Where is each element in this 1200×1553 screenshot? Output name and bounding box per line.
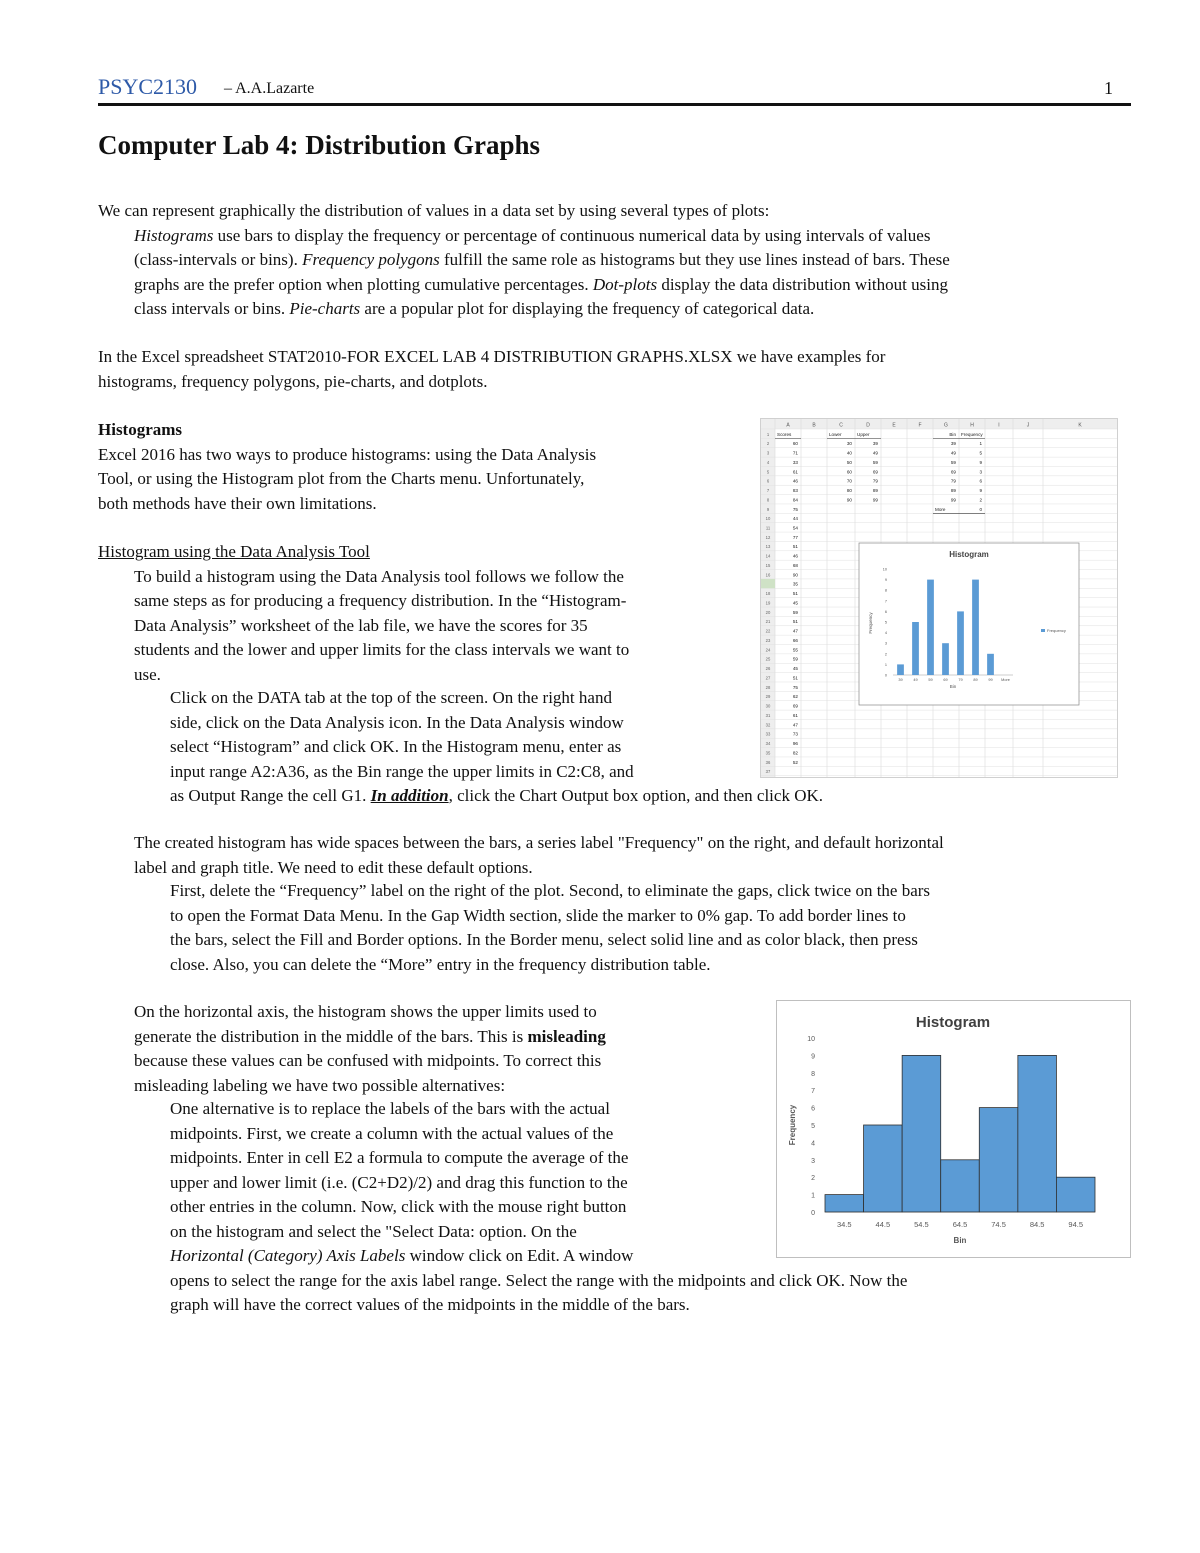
sheet-upper-cell: 59	[872, 459, 878, 465]
sheet-bin-cell: 39	[950, 441, 956, 447]
sheet-score-cell: 51	[792, 591, 798, 597]
embedded-chart-y-tick: 1	[884, 662, 887, 667]
alt-line-8: opens to select the range for the axis label range. Select the range with the midpoints and click OK. Now the	[170, 1270, 908, 1290]
created-step-4: close. Also, you can delete the “More” entry in the frequency distribution table.	[170, 954, 711, 974]
sheet-upper-cell: 39	[872, 441, 878, 447]
sheet-score-cell: 75	[792, 506, 798, 512]
sheet-frequency-cell: 1	[979, 441, 982, 447]
embedded-chart-x-label: Bin	[949, 684, 957, 689]
chart-y-tick-label: 8	[811, 1070, 815, 1078]
sheet-row-number: 27	[765, 675, 771, 681]
author-name: – A.A.Lazarte	[224, 80, 315, 97]
chart-x-tick-label: 64.5	[952, 1220, 968, 1229]
sheet-lower-cell: 40	[846, 450, 852, 456]
data-analysis-p2-line-1: Click on the DATA tab at the top of the screen. On the right hand	[170, 688, 612, 707]
horizontal-line-1: On the horizontal axis, the histogram shows the upper limits used to	[134, 1002, 597, 1021]
sheet-score-cell: 69	[792, 703, 798, 709]
sheet-bin-cell: 59	[950, 459, 956, 465]
sheet-row-number: 37	[765, 769, 771, 775]
sheet-column-letter: E	[892, 422, 896, 429]
sheet-row-number: 10	[765, 516, 771, 522]
intro-line-1: Histograms use bars to display the frequency or percentage of continuous numerical data by using intervals of values	[134, 225, 931, 245]
sheet-upper-cell: 69	[872, 469, 878, 475]
embedded-chart-x-tick: 99	[988, 678, 993, 682]
horizontal-line-2: generate the distribution in the middle of the bars. This is misleading	[134, 1026, 606, 1046]
data-analysis-heading: Histogram using the Data Analysis Tool	[98, 542, 370, 561]
chart-bar	[902, 1055, 941, 1212]
sheet-header-frequency: Frequency	[961, 431, 983, 437]
sheet-score-cell: 75	[792, 684, 798, 690]
chart-y-tick-label: 0	[811, 1210, 815, 1217]
sheet-lower-cell: 80	[846, 488, 852, 494]
intro-line-2: (class-intervals or bins). Frequency polygons fulfill the same role as histograms but they use lines instead of bars. These	[134, 250, 950, 269]
sheet-score-cell: 59	[792, 609, 798, 615]
sheet-column-letter: I	[998, 422, 1000, 429]
sheet-lower-cell: 30	[846, 441, 852, 447]
sheet-score-cell: 59	[792, 656, 798, 662]
sheet-row-number: 34	[765, 741, 771, 747]
chart-y-tick-label: 10	[807, 1036, 815, 1043]
sheet-score-cell: 47	[792, 722, 798, 728]
sheet-score-cell: 61	[792, 469, 798, 475]
chart-bar	[1018, 1055, 1057, 1212]
sheet-frequency-cell: 5	[979, 450, 982, 456]
embedded-chart-y-tick: 3	[884, 641, 887, 646]
data-analysis-p2-line-4: input range A2:A36, as the Bin range the upper limits in C2:C8, and	[170, 761, 634, 781]
sheet-bin-cell: 49	[950, 450, 956, 456]
data-analysis-p2-line-2: side, click on the Data Analysis icon. In the Data Analysis window	[170, 712, 624, 732]
chart-title: Histogram	[915, 1014, 991, 1031]
intro-line-3: graphs are the prefer option when plotting cumulative percentages. Dot-plots display the data distribution without using	[134, 274, 948, 294]
sheet-score-cell: 33	[792, 459, 798, 465]
data-analysis-p1-line-2: same steps as for producing a frequency distribution. In the “Histogram-	[134, 591, 627, 610]
sheet-frequency-cell: 9	[979, 488, 982, 494]
sheet-row-number: 25	[765, 656, 771, 662]
sheet-row-number: 16	[765, 572, 771, 578]
chart-bar	[825, 1195, 864, 1212]
histograms-line-2: Tool, or using the Histogram plot from the Charts menu. Unfortunately,	[98, 469, 585, 488]
sheet-row-number: 28	[765, 684, 771, 690]
embedded-chart-title: Histogram	[949, 550, 989, 559]
sheet-column-letter: G	[944, 422, 948, 429]
sheet-row-number: 19	[765, 600, 771, 606]
sheet-lower-cell: 60	[846, 469, 852, 475]
sheet-row-number: 8	[766, 497, 770, 503]
sheet-row-number: 23	[765, 637, 771, 643]
sheet-row-number: 15	[765, 562, 771, 568]
sheet-lower-cell: 90	[846, 497, 852, 503]
sheet-column-letter: F	[918, 422, 922, 429]
sheet-row-number: 2	[766, 441, 770, 447]
page-title: Computer Lab 4: Distribution Graphs	[98, 130, 541, 160]
sheet-score-cell: 54	[792, 525, 798, 531]
page-number: 1	[1104, 78, 1113, 98]
alt-line-5: other entries in the column. Now, click with the mouse right button	[170, 1197, 627, 1216]
sheet-score-cell: 52	[792, 759, 798, 765]
embedded-chart-x-tick: More	[1001, 678, 1010, 682]
sheet-bin-cell: 69	[950, 469, 956, 475]
header-rule	[98, 103, 1131, 106]
sheet-score-cell: 62	[792, 694, 798, 700]
sheet-score-cell: 71	[792, 450, 798, 456]
horizontal-line-3: because these values can be confused with midpoints. To correct this	[134, 1051, 602, 1070]
sheet-row-number: 14	[765, 553, 771, 559]
alt-line-7: Horizontal (Category) Axis Labels window click on Edit. A window	[170, 1246, 634, 1265]
sheet-score-cell: 83	[792, 488, 798, 494]
embedded-chart-bar	[897, 664, 904, 675]
sheet-bin-cell: 99	[950, 497, 956, 503]
embedded-chart-y-label: Frequency	[868, 612, 873, 634]
embedded-chart-y-tick: 2	[884, 652, 887, 657]
sheet-row-number: 18	[765, 591, 771, 597]
chart-y-tick-label: 4	[811, 1140, 815, 1148]
sheet-score-cell: 60	[792, 441, 798, 447]
sheet-score-cell: 90	[792, 572, 798, 578]
sheet-score-cell: 84	[792, 497, 798, 503]
embedded-chart-y-tick: 4	[884, 631, 887, 636]
sheet-row-number: 36	[765, 759, 771, 765]
histograms-line-1: Excel 2016 has two ways to produce histograms: using the Data Analysis	[98, 444, 597, 464]
chart-bar	[864, 1125, 903, 1212]
embedded-chart-bar	[972, 580, 979, 675]
sheet-column-letter: J	[1026, 422, 1030, 429]
sheet-lower-cell: 70	[846, 478, 852, 484]
chart-x-tick-label: 94.5	[1068, 1220, 1084, 1229]
intro-lead: We can represent graphically the distribution of values in a data set by using several types of plots:	[98, 201, 770, 220]
created-line-2: label and graph title. We need to edit these default options.	[134, 857, 533, 877]
sheet-row-number: 35	[765, 750, 771, 756]
sheet-score-cell: 82	[792, 750, 798, 756]
data-analysis-p1-line-4: students and the lower and upper limits for the class intervals we want to	[134, 640, 630, 659]
embedded-chart-x-tick: 89	[973, 678, 978, 682]
sheet-upper-cell: 89	[872, 488, 878, 494]
embedded-chart-legend-swatch	[1041, 629, 1045, 632]
data-analysis-p1-line-1: To build a histogram using the Data Analysis tool follows we follow the	[134, 566, 624, 586]
intro-line-4: class intervals or bins. Pie-charts are a popular plot for displaying the frequency of categorical data.	[134, 299, 815, 318]
sheet-row-number: 30	[765, 703, 771, 709]
sheet-row-number: 33	[765, 731, 771, 737]
sheet-column-letter: K	[1078, 422, 1082, 429]
sheet-score-cell: 35	[792, 581, 798, 587]
chart-bar	[941, 1160, 980, 1212]
embedded-chart-x-tick: 39	[898, 678, 903, 682]
sheet-frequency-cell: 2	[979, 497, 982, 503]
embedded-chart-bar	[912, 622, 919, 675]
sheet-row-number: 21	[765, 619, 771, 625]
alt-line-4: upper and lower limit (i.e. (C2+D2)/2) and drag this function to the	[170, 1172, 628, 1192]
embedded-chart-y-tick: 5	[884, 620, 887, 625]
embedded-chart-legend-label: Frequency	[1047, 628, 1066, 633]
sheet-header-bin: Bin	[949, 431, 956, 437]
chart-x-axis-title: Bin	[953, 1236, 967, 1245]
chart-x-tick-label: 44.5	[875, 1220, 891, 1229]
sheet-frequency-cell: 0	[979, 506, 982, 512]
sheet-bin-cell: More	[935, 506, 946, 512]
sheet-row-number: 12	[765, 534, 771, 540]
sheet-score-cell: 46	[792, 478, 798, 484]
alt-line-3: midpoints. Enter in cell E2 a formula to compute the average of the	[170, 1148, 629, 1167]
histograms-line-3: both methods have their own limitations.	[98, 493, 377, 513]
sheet-row-number: 3	[766, 450, 770, 456]
chart-y-tick-label: 5	[811, 1123, 815, 1130]
chart-x-tick-label: 74.5	[991, 1220, 1006, 1229]
sheet-header-upper: Upper	[857, 431, 870, 437]
sheet-column-letter: C	[839, 422, 843, 429]
embedded-chart-y-tick: 9	[884, 578, 887, 583]
sheet-score-cell: 46	[792, 553, 798, 559]
created-line-1: The created histogram has wide spaces between the bars, a series label "Frequency" on the right, and default horizontal	[134, 833, 944, 852]
chart-y-tick-label: 3	[811, 1157, 815, 1165]
created-step-1: First, delete the “Frequency” label on the right of the plot. Second, to eliminate the gaps, click twice on the bars	[170, 881, 931, 900]
sheet-row-number: 24	[765, 647, 771, 653]
horizontal-line-4: misleading labeling we have two possible alternatives:	[134, 1075, 506, 1095]
embedded-chart-bar	[987, 654, 994, 675]
alt-line-2: midpoints. First, we create a column with the actual values of the	[170, 1123, 614, 1143]
embedded-histogram-chart	[859, 543, 1079, 705]
sheet-row-number: 9	[766, 506, 770, 512]
alt-line-9: graph will have the correct values of the midpoints in the middle of the bars.	[170, 1295, 690, 1314]
chart-y-tick-label: 7	[811, 1088, 815, 1096]
sheet-frequency-cell: 9	[979, 459, 982, 465]
sheet-score-cell: 55	[792, 647, 798, 653]
sheet-row-number: 5	[766, 469, 770, 475]
sheet-row-number: 11	[765, 525, 771, 531]
excel-screenshot	[760, 418, 1118, 778]
embedded-chart-x-tick: 79	[958, 678, 963, 682]
chart-y-tick-label: 2	[811, 1175, 815, 1183]
chart-x-tick-label: 54.5	[914, 1220, 929, 1229]
sheet-bin-cell: 89	[950, 488, 956, 494]
sheet-row-number: 22	[765, 628, 771, 634]
chart-y-tick-label: 6	[811, 1105, 815, 1113]
embedded-chart-y-tick: 8	[884, 588, 887, 593]
sheet-selected-row-header	[761, 579, 775, 588]
sheet-row-number: 6	[766, 478, 770, 484]
embedded-chart-x-tick: 49	[913, 678, 918, 682]
sheet-score-cell: 51	[792, 619, 798, 625]
chart-y-axis-title: Frequency	[788, 1104, 797, 1146]
embedded-chart-bar	[942, 643, 949, 675]
sheet-row-number: 26	[765, 666, 771, 672]
sheet-row-number: 1	[766, 431, 770, 437]
sheet-score-cell: 45	[792, 600, 798, 606]
created-step-2: to open the Format Data Menu. In the Gap Width section, slide the marker to 0% gap. To add border lines to	[170, 905, 906, 925]
data-analysis-p1-line-3: Data Analysis” worksheet of the lab file, we have the scores for 35	[134, 615, 588, 635]
embedded-chart-y-tick: 7	[884, 599, 887, 604]
chart-y-tick-label: 9	[811, 1053, 815, 1061]
embedded-chart-x-tick: 69	[943, 678, 948, 682]
sheet-row-number: 29	[765, 694, 771, 700]
data-analysis-p1-line-5: use.	[134, 664, 161, 684]
sheet-header-lower: Lower	[829, 431, 842, 437]
sheet-score-cell: 45	[792, 666, 798, 672]
sheet-lower-cell: 50	[846, 459, 852, 465]
sheet-row-number: 20	[765, 609, 771, 615]
sheet-score-cell: 73	[792, 731, 798, 737]
sheet-score-cell: 96	[792, 741, 798, 747]
sheet-column-letter: B	[812, 422, 816, 429]
corrected-histogram-svg	[777, 1001, 1130, 1257]
embedded-chart-y-tick: 0	[884, 673, 887, 678]
excel-para-line-2: histograms, frequency polygons, pie-charts, and dotplots.	[98, 371, 488, 391]
embedded-chart-y-tick: 10	[882, 567, 887, 572]
sheet-frequency-cell: 3	[979, 469, 982, 475]
sheet-row-number: 31	[765, 712, 771, 718]
embedded-chart-x-tick: 59	[928, 678, 933, 682]
alt-line-6: on the histogram and select the "Select Data: option. On the	[170, 1221, 577, 1241]
sheet-row-number: 7	[766, 488, 770, 494]
sheet-score-cell: 77	[792, 534, 798, 540]
chart-y-tick-label: 1	[811, 1192, 815, 1200]
sheet-score-cell: 44	[792, 516, 798, 522]
excel-sheet-graphic	[761, 419, 1117, 777]
embedded-chart-y-tick: 6	[884, 609, 887, 614]
sheet-column-letter: A	[786, 422, 790, 429]
chart-x-tick-label: 34.5	[836, 1220, 852, 1229]
page-header	[98, 74, 1131, 104]
sheet-row-number: 32	[765, 722, 771, 728]
sheet-score-cell: 68	[792, 562, 798, 568]
embedded-chart-bar	[927, 580, 934, 675]
sheet-column-letter: H	[970, 422, 974, 429]
sheet-score-cell: 51	[792, 544, 798, 550]
sheet-header-scores: Scores	[777, 431, 792, 437]
data-analysis-p2-line-3: select “Histogram” and click OK. In the Histogram menu, enter as	[170, 737, 622, 756]
embedded-chart-frame	[859, 543, 1079, 705]
sheet-bin-cell: 79	[950, 478, 956, 484]
chart-bar	[1056, 1177, 1095, 1212]
excel-para-line-1: In the Excel spreadsheet STAT2010-FOR EXCEL LAB 4 DISTRIBUTION GRAPHS.XLSX we have examples for	[98, 347, 886, 366]
data-analysis-p2-line-5: as Output Range the cell G1. In addition, click the Chart Output box option, and then click OK.	[170, 786, 824, 805]
sheet-column-letter: D	[866, 422, 870, 429]
sheet-upper-cell: 79	[872, 478, 878, 484]
sheet-score-cell: 66	[792, 637, 798, 643]
course-code: PSYC2130	[98, 74, 198, 99]
sheet-row-number: 13	[765, 544, 771, 550]
created-step-3: the bars, select the Fill and Border options. In the Border menu, select solid line and as color black, then press	[170, 930, 918, 949]
chart-bar	[979, 1108, 1018, 1212]
corrected-histogram-chart	[776, 1000, 1131, 1258]
sheet-score-cell: 47	[792, 628, 798, 634]
alt-line-1: One alternative is to replace the labels of the bars with the actual	[170, 1099, 610, 1118]
histograms-heading: Histograms	[98, 420, 183, 439]
embedded-chart-bar	[957, 611, 964, 675]
sheet-score-cell: 51	[792, 675, 798, 681]
sheet-row-number: 4	[766, 459, 770, 465]
chart-x-tick-label: 84.5	[1029, 1220, 1045, 1229]
sheet-score-cell: 61	[792, 712, 798, 718]
sheet-frequency-cell: 6	[979, 478, 982, 484]
sheet-upper-cell: 99	[872, 497, 878, 503]
sheet-upper-cell: 49	[872, 450, 878, 456]
